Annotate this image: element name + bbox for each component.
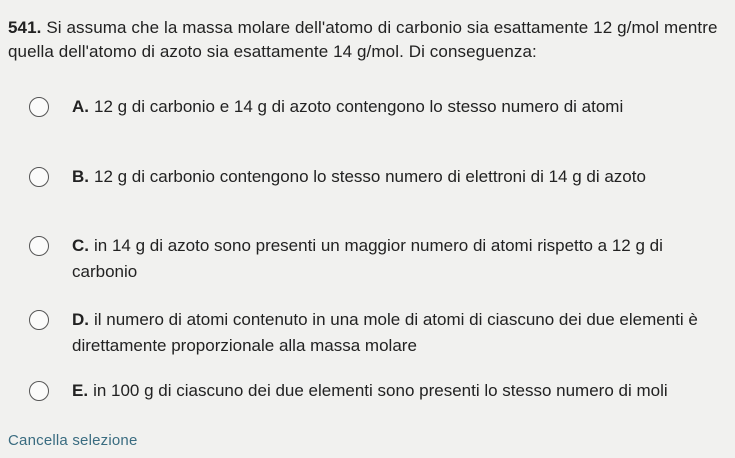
- option-e-label: [72, 378, 702, 404]
- option-d-label: [72, 307, 702, 359]
- question-body: Si assuma che la massa molare dell'atomo di carbonio sia esattamente 12 g/mol mentre quella dell'atomo di azoto sia esattamente 14 g/mol. Di conseguenza:: [8, 18, 718, 61]
- option-e-text: in 100 g di ciascuno dei due elementi sono presenti lo stesso numero di moli: [93, 381, 668, 400]
- radio-b[interactable]: [29, 167, 49, 187]
- option-a-letter: A.: [72, 97, 89, 116]
- option-b-text: 12 g di carbonio contengono lo stesso numero di elettroni di 14 g di azoto: [94, 167, 646, 186]
- question-text: [8, 16, 723, 64]
- option-c-text: in 14 g di azoto sono presenti un maggior numero di atomi rispetto a 12 g di carbonio: [72, 236, 663, 281]
- radio-c[interactable]: [29, 236, 49, 256]
- option-c-letter: C.: [72, 236, 89, 255]
- option-a-text: 12 g di carbonio e 14 g di azoto contengono lo stesso numero di atomi: [94, 97, 624, 116]
- option-a-label: [72, 94, 702, 120]
- option-b-letter: B.: [72, 167, 89, 186]
- clear-selection-link[interactable]: Cancella selezione: [8, 432, 138, 449]
- radio-d[interactable]: [29, 310, 49, 330]
- radio-e[interactable]: [29, 381, 49, 401]
- option-c-label: [72, 233, 702, 285]
- option-b-label: [72, 164, 702, 190]
- radio-a[interactable]: [29, 97, 49, 117]
- option-d-text: il numero di atomi contenuto in una mole di atomi di ciascuno dei due elementi è direttamente proporzionale alla massa molare: [72, 310, 698, 355]
- option-e-letter: E.: [72, 381, 89, 400]
- question-number: 541.: [8, 18, 42, 37]
- option-d-letter: D.: [72, 310, 89, 329]
